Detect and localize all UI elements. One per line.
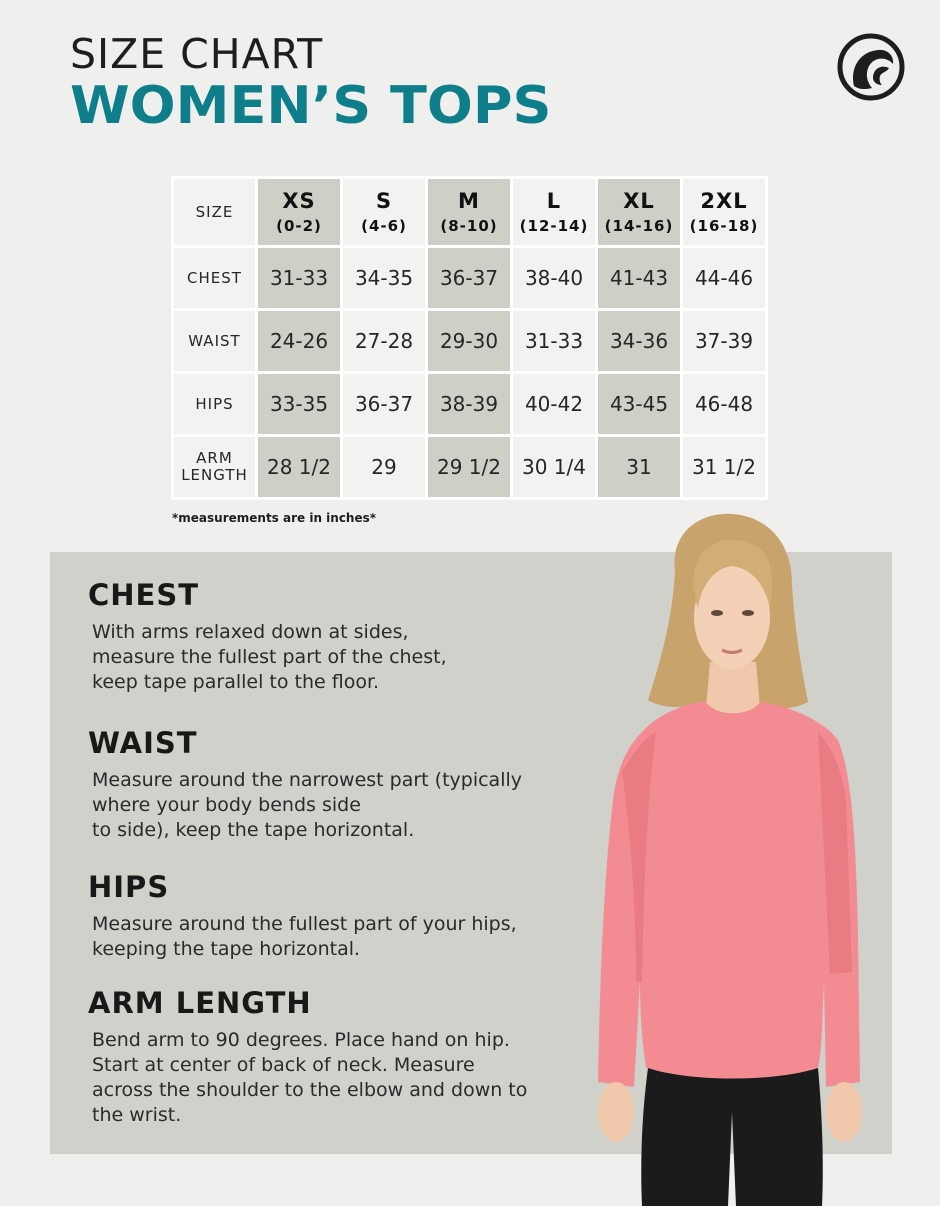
size-name: XL xyxy=(623,189,655,213)
table-cell: 28 1/2 xyxy=(258,437,340,497)
table-cell: 31 1/2 xyxy=(683,437,765,497)
hips-heading: HIPS xyxy=(88,870,170,904)
size-table xyxy=(171,176,768,500)
row-label-line: ARM xyxy=(196,449,233,467)
table-cell: 31-33 xyxy=(258,248,340,308)
size-range: (14-16) xyxy=(604,217,674,235)
table-cell: 34-36 xyxy=(598,311,680,371)
table-cell: 33-35 xyxy=(258,374,340,434)
chest-instructions: With arms relaxed down at sides, measure the fullest part of the chest, keep tape parallel to the floor. xyxy=(92,621,447,693)
size-name: S xyxy=(375,189,393,213)
table-row-arm-length xyxy=(174,437,765,497)
row-label: CHEST xyxy=(174,248,255,308)
size-col-2xl xyxy=(683,179,765,245)
table-row-chest xyxy=(174,248,765,308)
table-cell: 24-26 xyxy=(258,311,340,371)
measurement-footnote: *measurements are in inches* xyxy=(172,511,377,525)
table-cell: 36-37 xyxy=(343,374,425,434)
table-cell: 38-39 xyxy=(428,374,510,434)
size-header-label: SIZE xyxy=(174,179,255,245)
size-header-row xyxy=(174,179,765,245)
size-col-m xyxy=(428,179,510,245)
size-name: XS xyxy=(282,189,316,213)
page-title: WOMEN’S TOPS xyxy=(70,76,552,136)
size-range: (0-2) xyxy=(276,217,322,235)
table-cell: 29 xyxy=(343,437,425,497)
size-name: M xyxy=(458,189,480,213)
table-cell: 31 xyxy=(598,437,680,497)
waist-instructions: Measure around the narrowest part (typically where your body bends side to side), keep the tape horizontal. xyxy=(92,769,522,841)
table-cell: 29-30 xyxy=(428,311,510,371)
table-cell: 27-28 xyxy=(343,311,425,371)
table-cell: 38-40 xyxy=(513,248,595,308)
size-range: (12-14) xyxy=(519,217,589,235)
table-cell: 43-45 xyxy=(598,374,680,434)
table-cell: 40-42 xyxy=(513,374,595,434)
waist-heading: WAIST xyxy=(88,726,198,760)
arm-length-heading: ARM LENGTH xyxy=(88,986,312,1020)
size-name: 2XL xyxy=(700,189,748,213)
size-col-l xyxy=(513,179,595,245)
model-photo xyxy=(560,512,880,1206)
title-small: SIZE CHART xyxy=(70,30,324,78)
chest-heading: CHEST xyxy=(88,578,200,612)
hips-instructions: Measure around the fullest part of your hips, keeping the tape horizontal. xyxy=(92,913,517,960)
size-col-xs xyxy=(258,179,340,245)
table-cell: 41-43 xyxy=(598,248,680,308)
arm-length-instructions: Bend arm to 90 degrees. Place hand on hip. Start at center of back of neck. Measure across the shoulder to the elbow and down to the wrist. xyxy=(92,1029,528,1126)
table-cell: 37-39 xyxy=(683,311,765,371)
size-range: (8-10) xyxy=(440,217,498,235)
row-label-line: LENGTH xyxy=(181,466,248,484)
table-row-hips xyxy=(174,374,765,434)
wave-logo-icon xyxy=(836,32,906,102)
row-label: HIPS xyxy=(174,374,255,434)
size-name: L xyxy=(546,189,562,213)
size-col-s xyxy=(343,179,425,245)
table-cell: 36-37 xyxy=(428,248,510,308)
row-label xyxy=(174,437,255,497)
size-range: (16-18) xyxy=(689,217,759,235)
table-cell: 34-35 xyxy=(343,248,425,308)
table-row-waist xyxy=(174,311,765,371)
table-cell: 31-33 xyxy=(513,311,595,371)
table-cell: 44-46 xyxy=(683,248,765,308)
table-cell: 29 1/2 xyxy=(428,437,510,497)
size-range: (4-6) xyxy=(361,217,407,235)
table-cell: 30 1/4 xyxy=(513,437,595,497)
size-col-xl xyxy=(598,179,680,245)
table-cell: 46-48 xyxy=(683,374,765,434)
row-label: WAIST xyxy=(174,311,255,371)
